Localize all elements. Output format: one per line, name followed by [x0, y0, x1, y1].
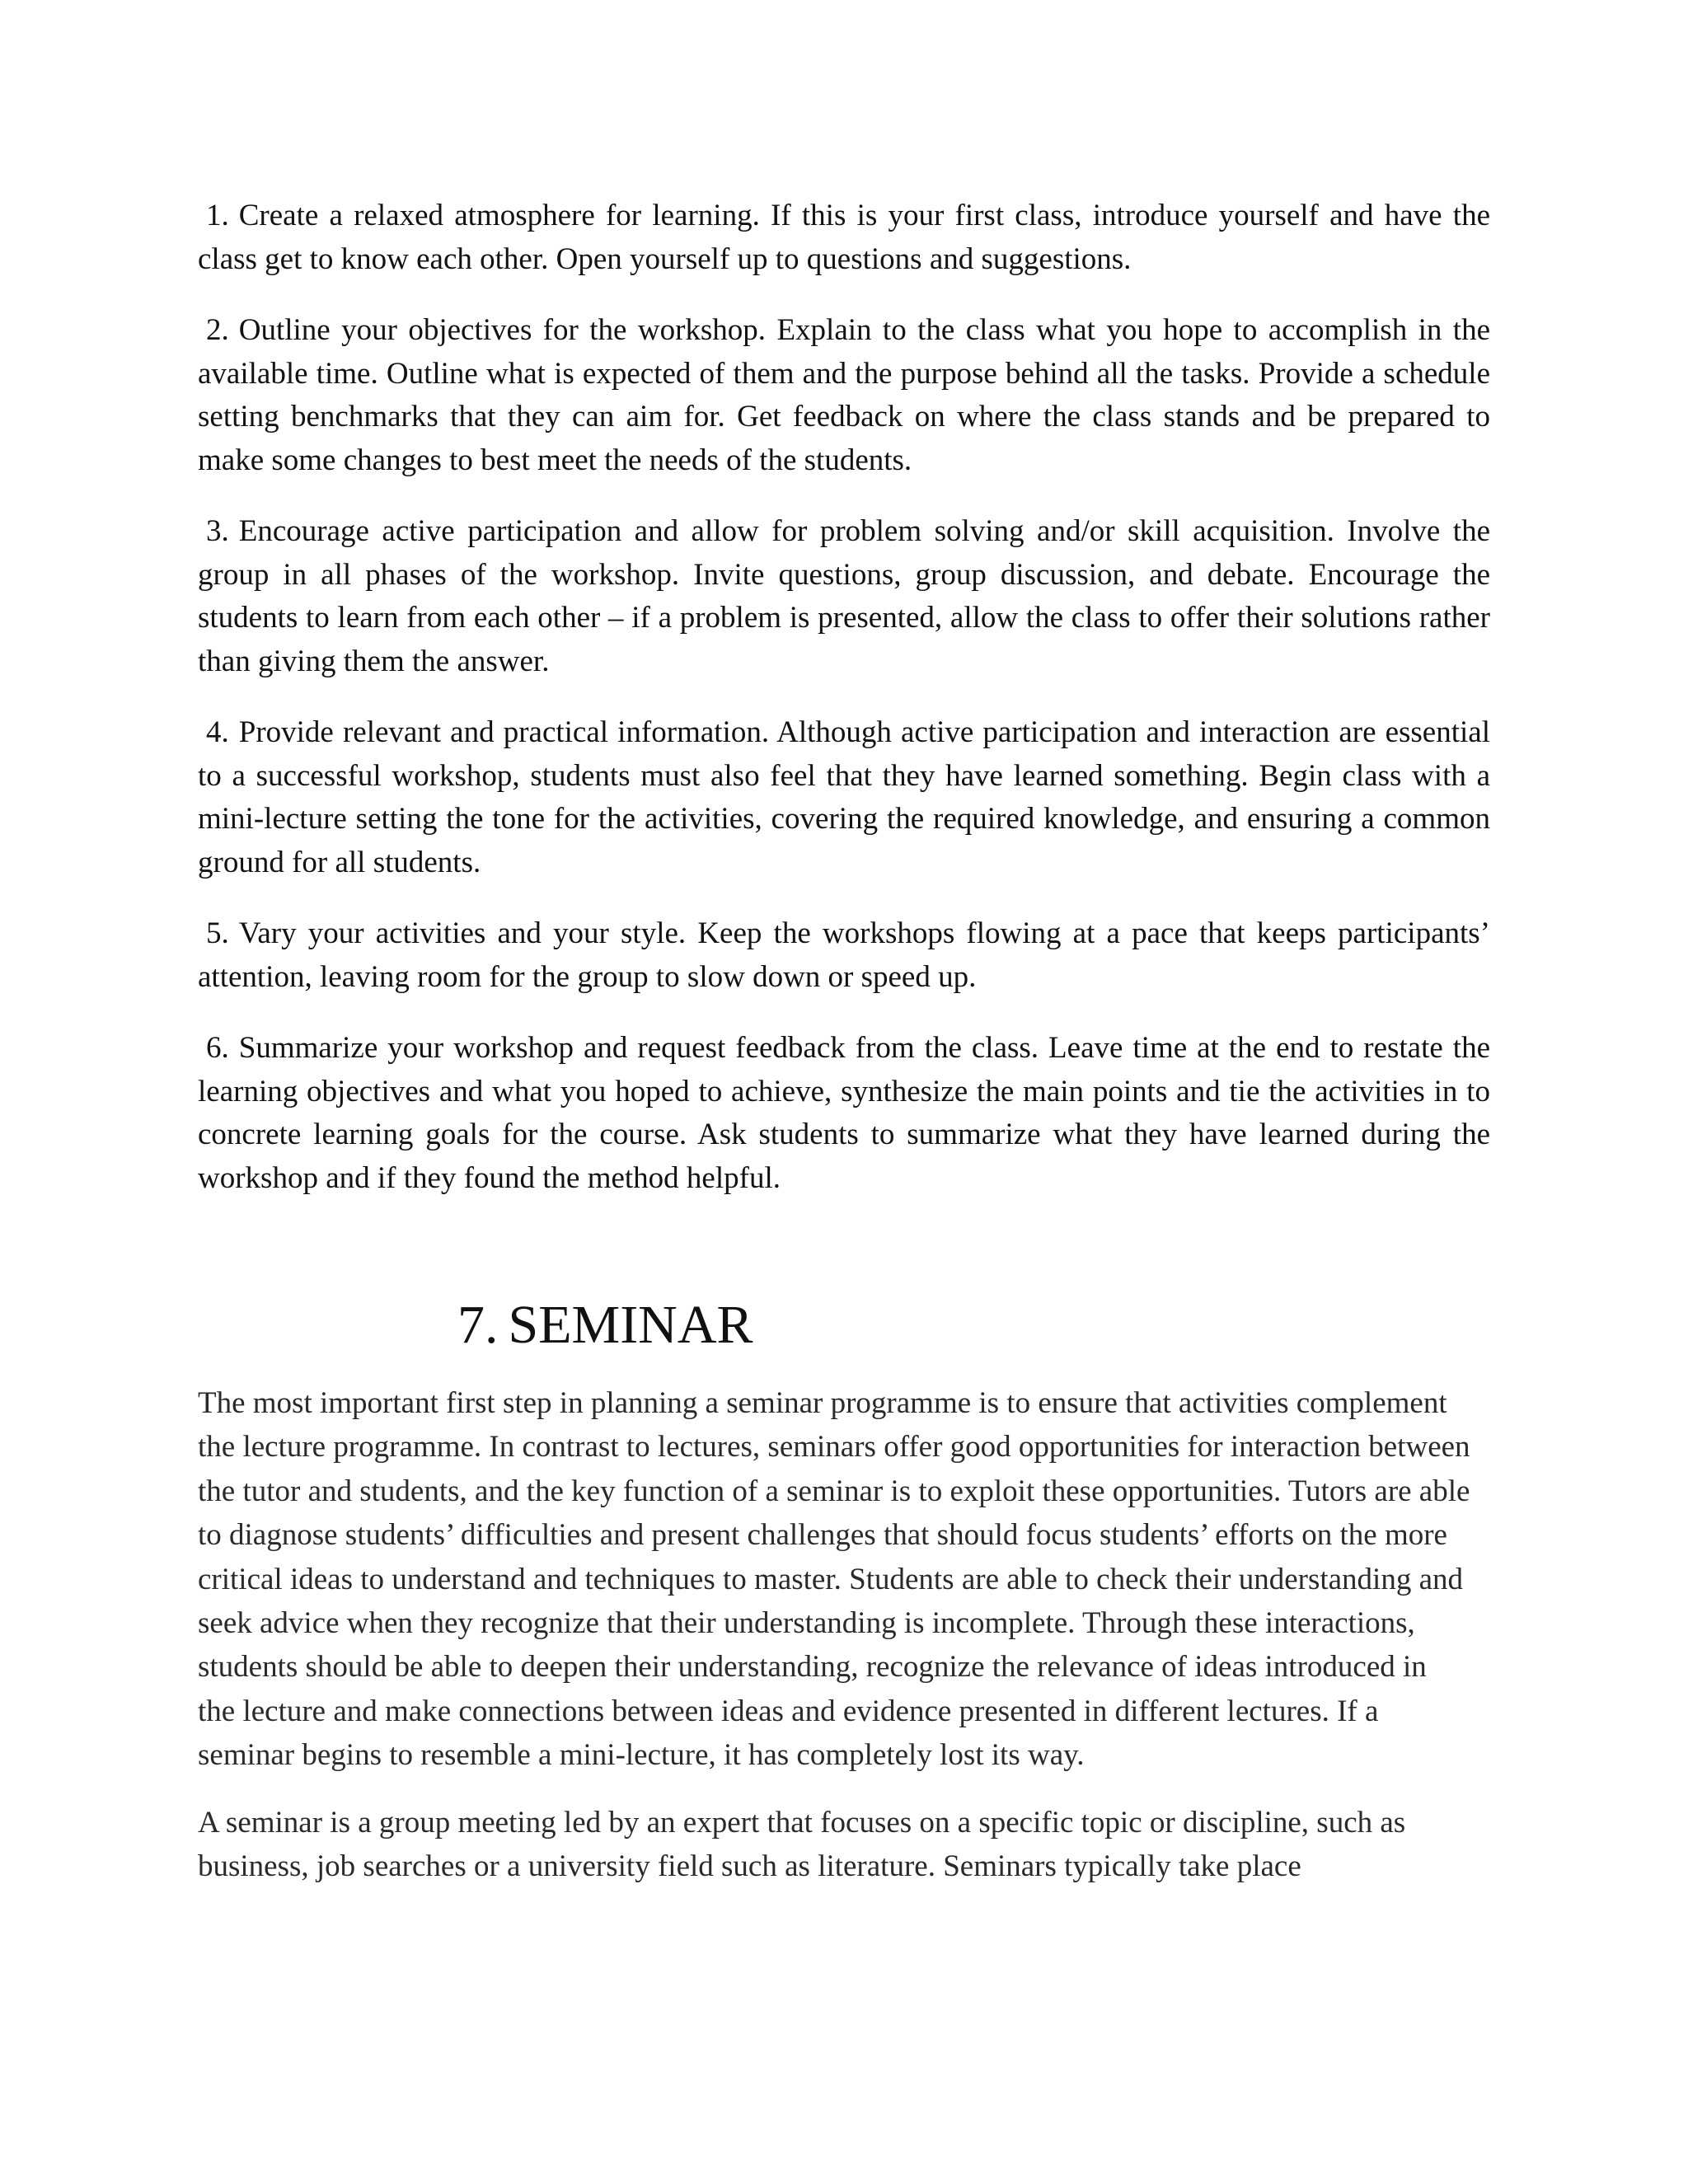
body-paragraph-2: A seminar is a group meeting led by an expert that focuses on a specific topic or discipline, such as business, job searches or a university field such as literature. Seminars typically take place — [198, 1805, 1406, 1884]
list-number: 4. — [206, 715, 229, 749]
list-number: 6. — [206, 1031, 229, 1065]
list-number: 5. — [206, 916, 229, 950]
list-item-2 — [198, 309, 1490, 482]
list-item-4 — [198, 711, 1490, 884]
list-text: Encourage active participation and allow for problem solving and/or skill acquisition. Involve the group in all phases of the workshop. Invite questions, group discussion, and debate. Encourage the students to learn from each other – if a problem is presented, allow the class to offer their solutions rather than giving them the answer. — [198, 514, 1490, 678]
list-text: Summarize your workshop and request feedback from the class. Leave time at the end to restate the learning objectives and what you hoped to achieve, synthesize the main points and tie the activities in to concrete learning goals for the course. Ask students to summarize what they have learned during the workshop and if they found the method helpful. — [198, 1031, 1490, 1195]
list-item-1 — [198, 194, 1490, 281]
list-item-3 — [198, 510, 1490, 683]
list-number: 1. — [206, 199, 229, 232]
section-heading — [457, 1292, 1490, 1358]
list-text: Create a relaxed atmosphere for learning. If this is your first class, introduce yourself and have the class get to know each other. Open yourself up to questions and suggestions. — [198, 199, 1490, 276]
list-number: 3. — [206, 514, 229, 548]
body-paragraph-1: The most important first step in planning a seminar programme is to ensure that activities complement the lecture programme. In contrast to lectures, seminars offer good opportunities for interaction between the tutor and students, and the key function of a seminar is to exploit these opportunities. Tutors are able to diagnose students’ difficulties and present challenges that should focus students’ efforts on the more critical ideas to understand and techniques to master. Students are able to check their understanding and seek advice when they recognize that their understanding is incomplete. Through these interactions, students should be able to deepen their understanding, recognize the relevance of ideas introduced in the lecture and make connections between ideas and evidence presented in different lectures. If a seminar begins to resemble a mini-lecture, it has completely lost its way. — [198, 1386, 1470, 1773]
list-item-5 — [198, 912, 1490, 999]
list-text: Vary your activities and your style. Keep the workshops flowing at a pace that keeps participants’ attention, leaving room for the group to slow down or speed up. — [198, 916, 1490, 994]
list-text: Outline your objectives for the workshop. Explain to the class what you hope to accomplish in the available time. Outline what is expected of them and the purpose behind all the tasks. Provide a schedule setting benchmarks that they can aim for. Get feedback on where the class stands and be prepared to make some changes to best meet the needs of the students. — [198, 313, 1490, 477]
section-title: SEMINAR — [508, 1295, 753, 1355]
list-text: Provide relevant and practical information. Although active participation and interaction are essential to a successful workshop, students must also feel that they have learned something. Begin class with a mini-lecture setting the tone for the activities, covering the required knowledge, and ensuring a common ground for all students. — [198, 715, 1490, 879]
section-number: 7. — [457, 1295, 499, 1355]
document-page — [198, 194, 1490, 1888]
list-item-6 — [198, 1027, 1490, 1200]
list-number: 2. — [206, 313, 229, 347]
